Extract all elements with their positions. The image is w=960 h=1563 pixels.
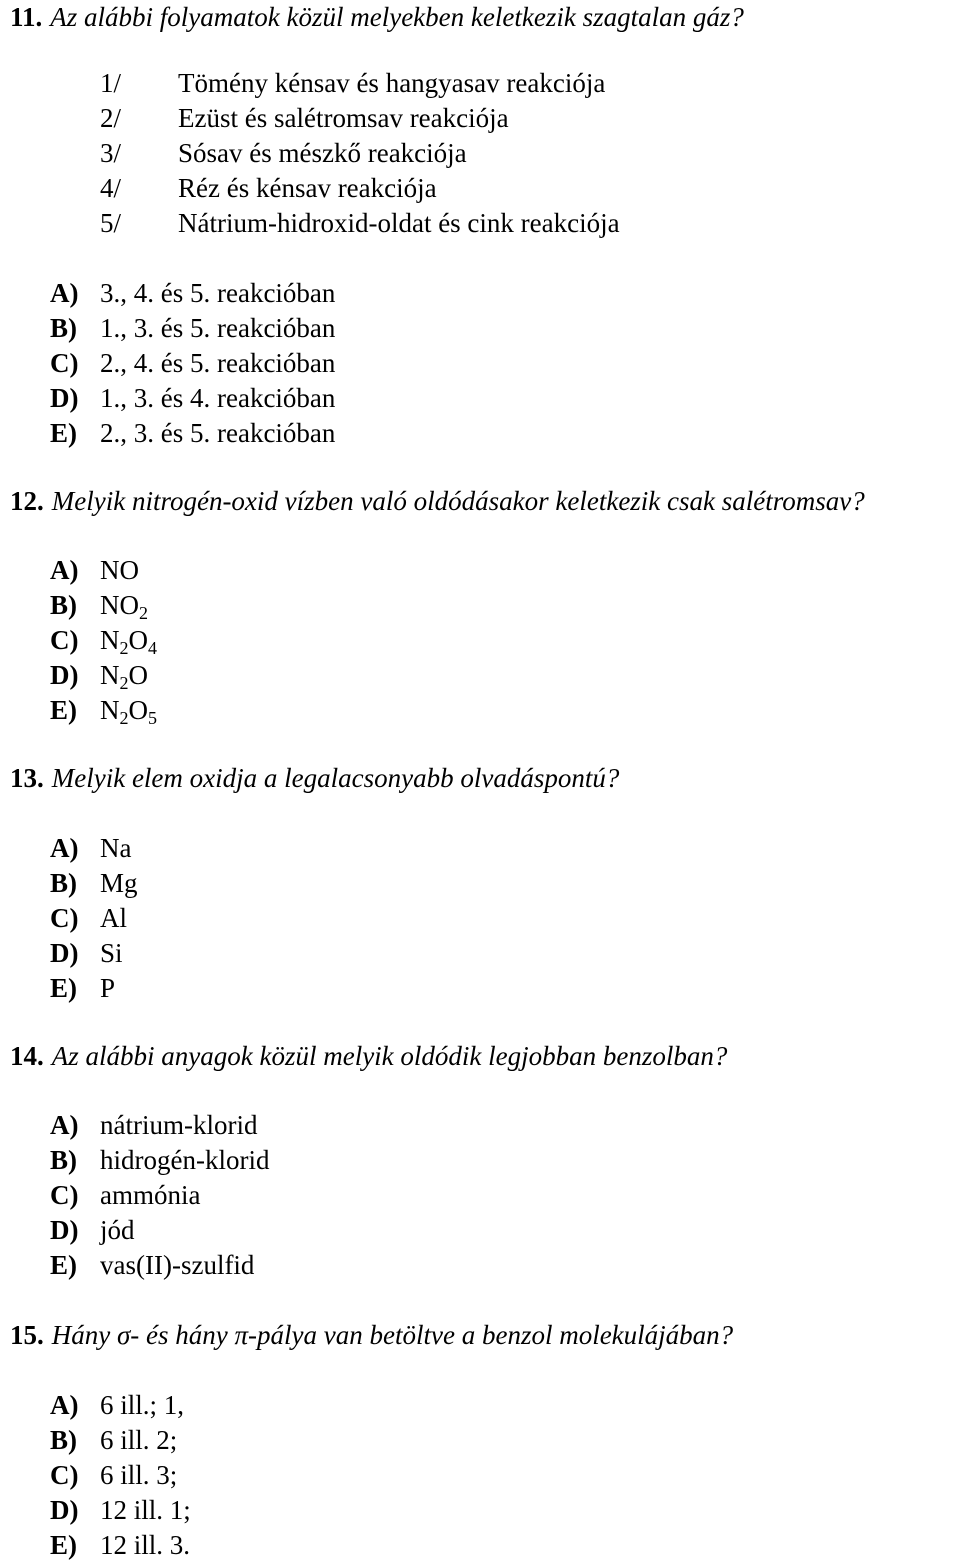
option-b[interactable]: [50, 590, 148, 623]
option-text: 12 ill. 1;: [100, 1495, 191, 1525]
option-b[interactable]: [50, 1147, 269, 1174]
option-formula: NO: [100, 555, 139, 585]
option-e[interactable]: [50, 1252, 254, 1279]
option-letter: B): [50, 590, 77, 620]
option-a[interactable]: [50, 557, 139, 584]
question-text: Melyik elem oxidja a legalacsonyabb olvadáspontú?: [51, 763, 620, 793]
option-text: jód: [100, 1215, 135, 1245]
question-11-heading: [10, 4, 744, 31]
option-letter: A): [50, 1390, 79, 1420]
option-a[interactable]: [50, 835, 131, 862]
question-15-heading: [10, 1322, 733, 1349]
option-letter: A): [50, 833, 79, 863]
formula-subscript: 2: [119, 638, 129, 658]
option-letter: A): [50, 1110, 79, 1140]
option-text: Al: [100, 903, 127, 933]
option-b[interactable]: [50, 315, 335, 342]
option-e[interactable]: [50, 695, 157, 728]
statement-text: Réz és kénsav reakciója: [178, 173, 437, 203]
option-text: Na: [100, 833, 132, 863]
option-b[interactable]: [50, 1427, 177, 1454]
option-letter: E): [50, 1530, 77, 1560]
option-letter: A): [50, 555, 79, 585]
question-13-heading: [10, 765, 619, 792]
option-a[interactable]: [50, 280, 335, 307]
question-14-heading: [10, 1043, 727, 1070]
option-text: Si: [100, 938, 123, 968]
option-text: ammónia: [100, 1180, 201, 1210]
statement-number: 3/: [100, 138, 122, 168]
statement-number: 4/: [100, 173, 122, 203]
option-a[interactable]: [50, 1392, 184, 1419]
question-text: Hány σ- és hány π-pálya van betöltve a benzol molekulájában?: [51, 1320, 734, 1350]
option-letter: C): [50, 1460, 79, 1490]
option-text: nátrium-klorid: [100, 1110, 258, 1140]
formula-subscript: 4: [148, 638, 157, 658]
option-d[interactable]: [50, 1217, 135, 1244]
option-letter: D): [50, 660, 79, 690]
formula-subscript: 2: [119, 708, 129, 728]
option-letter: C): [50, 348, 79, 378]
option-letter: C): [50, 903, 79, 933]
option-text: vas(II)-szulfid: [100, 1250, 255, 1280]
question-number: 13.: [10, 763, 44, 793]
option-text: 6 ill. 2;: [100, 1425, 178, 1455]
option-letter: D): [50, 383, 79, 413]
option-b[interactable]: [50, 870, 138, 897]
option-text: hidrogén-klorid: [100, 1145, 270, 1175]
statement-text: Ezüst és salétromsav reakciója: [178, 103, 509, 133]
question-text: Melyik nitrogén-oxid vízben való oldódásakor keletkezik csak salétromsav?: [51, 486, 865, 516]
question-number: 14.: [10, 1041, 44, 1071]
option-text: 2., 3. és 5. reakcióban: [100, 418, 336, 448]
option-text: 3., 4. és 5. reakcióban: [100, 278, 336, 308]
option-c[interactable]: [50, 625, 157, 658]
option-formula: $N_2O$: [100, 660, 148, 693]
option-letter: E): [50, 1250, 77, 1280]
option-formula: $N_2O_4$: [100, 625, 157, 658]
option-formula: $N_2O_5$: [100, 695, 157, 728]
statement-number: 1/: [100, 68, 122, 98]
option-letter: E): [50, 418, 77, 448]
option-letter: E): [50, 695, 77, 725]
option-c[interactable]: [50, 1462, 177, 1489]
option-letter: E): [50, 973, 77, 1003]
option-text: 6 ill. 3;: [100, 1460, 178, 1490]
option-a[interactable]: [50, 1112, 257, 1139]
option-text: 2., 4. és 5. reakcióban: [100, 348, 336, 378]
option-letter: D): [50, 1495, 79, 1525]
option-c[interactable]: [50, 1182, 200, 1209]
option-text: 1., 3. és 5. reakcióban: [100, 313, 336, 343]
option-formula: $NO_2$: [100, 590, 148, 623]
option-letter: C): [50, 1180, 79, 1210]
option-letter: D): [50, 1215, 79, 1245]
option-c[interactable]: [50, 350, 335, 377]
statement-text: Sósav és mészkő reakciója: [178, 138, 467, 168]
option-letter: B): [50, 868, 77, 898]
option-d[interactable]: [50, 385, 335, 412]
option-text: 12 ill. 3.: [100, 1530, 191, 1560]
statement-text: Tömény kénsav és hangyasav reakciója: [178, 68, 606, 98]
option-d[interactable]: [50, 660, 148, 693]
formula-subscript: 2: [119, 673, 129, 693]
option-e[interactable]: [50, 975, 115, 1002]
option-text: 1., 3. és 4. reakcióban: [100, 383, 336, 413]
option-letter: B): [50, 1145, 77, 1175]
option-d[interactable]: [50, 940, 123, 967]
formula-subscript: 2: [139, 603, 148, 623]
statement-number: 2/: [100, 103, 122, 133]
option-e[interactable]: [50, 1532, 190, 1559]
option-e[interactable]: [50, 420, 335, 447]
question-number: 12.: [10, 486, 44, 516]
question-12-heading: [10, 488, 865, 515]
option-c[interactable]: [50, 905, 127, 932]
option-text: P: [100, 973, 116, 1003]
option-letter: A): [50, 278, 79, 308]
question-text: Az alábbi folyamatok közül melyekben keletkezik szagtalan gáz?: [50, 2, 744, 32]
option-letter: C): [50, 625, 79, 655]
option-letter: D): [50, 938, 79, 968]
question-number: 15.: [10, 1320, 44, 1350]
option-d[interactable]: [50, 1497, 191, 1524]
option-letter: B): [50, 1425, 77, 1455]
question-text: Az alábbi anyagok közül melyik oldódik legjobban benzolban?: [51, 1041, 728, 1071]
question-number: 11.: [10, 2, 43, 32]
option-text: 6 ill.; 1,: [100, 1390, 185, 1420]
statement-number: 5/: [100, 208, 122, 238]
option-letter: B): [50, 313, 77, 343]
statement-text: Nátrium-hidroxid-oldat és cink reakciója: [178, 208, 620, 238]
option-text: Mg: [100, 868, 138, 898]
formula-subscript: 5: [148, 708, 157, 728]
